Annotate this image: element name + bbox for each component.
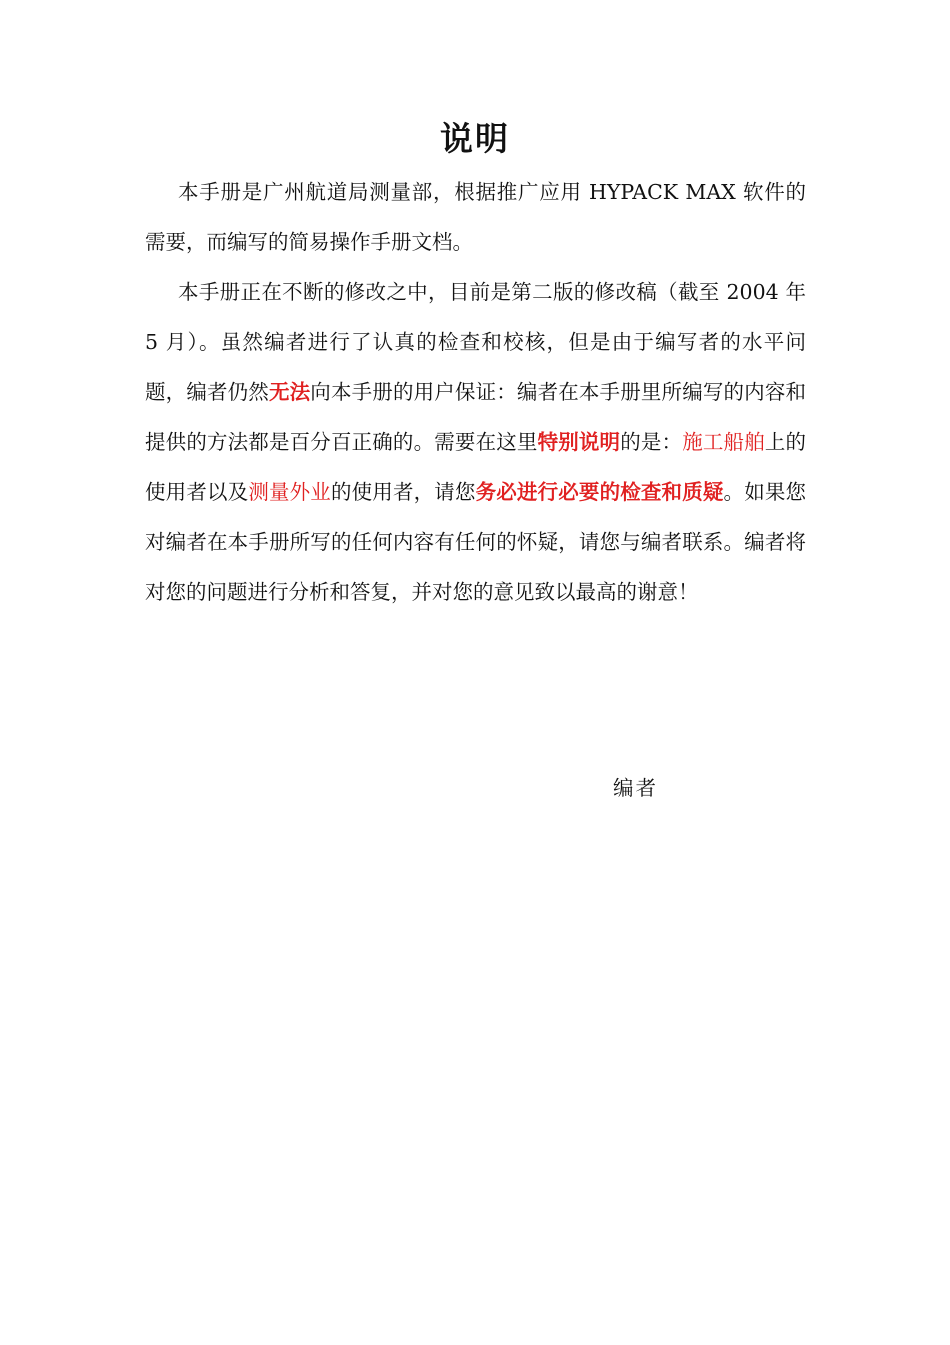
highlight-cannot: 无法: [268, 380, 311, 404]
disclaimer-text: 上的使用者以及: [145, 430, 807, 504]
highlight-must-check: 务必进行必要的检查和质疑: [475, 480, 724, 504]
highlight-construction-vessel: 施工船舶: [682, 430, 765, 454]
document-body: [145, 167, 806, 617]
highlight-special-note: 特别说明: [537, 430, 621, 454]
paragraph-disclaimer: [145, 267, 806, 617]
disclaimer-text: 的使用者，请您: [330, 480, 476, 504]
highlight-field-survey: 测量外业: [248, 480, 331, 504]
paragraph-purpose: 本手册是广州航道局测量部，根据推广应用 HYPACK MAX 软件的需要，而编写的简易操作手册文档。: [145, 180, 806, 254]
disclaimer-text: 的是：: [620, 430, 683, 454]
disclaimer-text: 向本手册的用户保证：编者在本手册里所编写的内容和提供的方法都是百分百正确的。需要在这里: [145, 380, 807, 454]
disclaimer-text: 。如果您对编者在本手册所写的任何内容有任何的怀疑，请您与编者联系。编者将对您的问题进行分析和答复，并对您的意见致以最高的谢意！: [145, 480, 807, 604]
signature: 编者: [613, 776, 658, 800]
disclaimer-text: 本手册正在不断的修改之中，目前是第二版的修改稿（截至 2004 年 5 月）。虽然编者进行了认真的检查和校核，但是由于编写者的水平问题，编者仍然: [145, 280, 806, 404]
page-title: 说明: [440, 119, 510, 158]
